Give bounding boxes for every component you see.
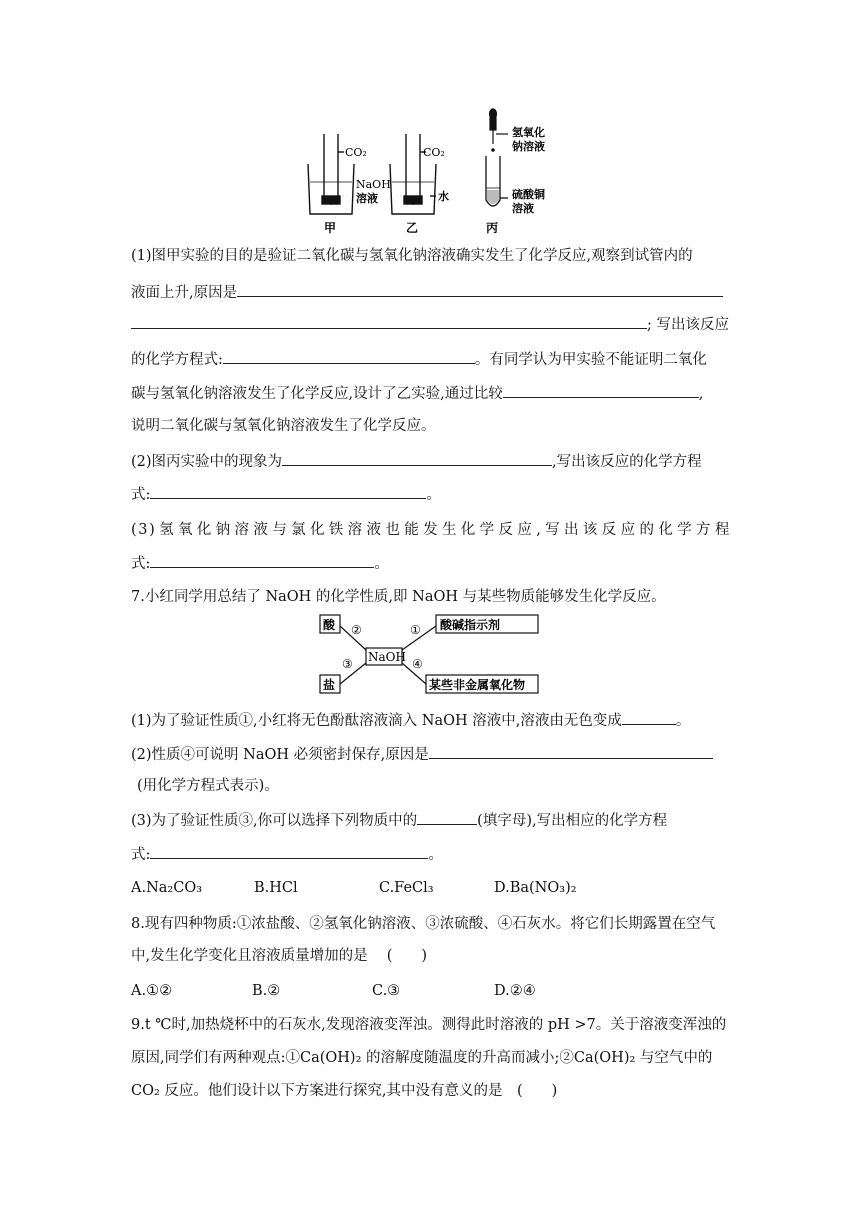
q6-p3-b: 式: bbox=[131, 556, 151, 572]
q6-p2-c: 式: bbox=[131, 487, 151, 503]
label-tube-1: 硫酸铜 bbox=[512, 188, 545, 201]
q7-p2-b: (用化学方程式表示)。 bbox=[137, 778, 279, 794]
q6-p3-line2 bbox=[131, 553, 731, 574]
label-dropper-1: 氢氧化 bbox=[512, 126, 545, 139]
diagram-salt: 盐 bbox=[323, 678, 336, 692]
q8-option-d[interactable]: D.②④ bbox=[494, 983, 536, 999]
q6-p1-line1: (1)图甲实验的目的是验证二氧化碳与氢氧化钠溶液确实发生了化学反应,观察到试管内的 bbox=[131, 248, 693, 264]
diagram-n3: ③ bbox=[342, 657, 353, 671]
diagram-n1: ① bbox=[410, 623, 421, 637]
q6-p1-line6: 说明二氧化碳与氢氧化钠溶液发生了化学反应。 bbox=[131, 418, 436, 434]
label-naoh-1: NaOH bbox=[356, 178, 391, 191]
q9-line2: 原因,同学们有两种观点:①Ca(OH)₂ 的溶解度随温度的升高而减小;②Ca(OH)₂ 与空气中的 bbox=[131, 1050, 713, 1066]
answer-blank-q7-2[interactable] bbox=[429, 744, 713, 759]
q6-p2-d: 。 bbox=[426, 487, 441, 503]
q7-option-c[interactable]: C.FeCl₃ bbox=[379, 880, 434, 896]
diagram-oxide: 某些非金属氧化物 bbox=[429, 678, 526, 692]
q6-p1-line5-a: 碳与氢氧化钠溶液发生了化学反应,设计了乙实验,通过比较 bbox=[131, 386, 503, 402]
caption-jia: 甲 bbox=[324, 221, 337, 235]
q6-p1-line3 bbox=[131, 314, 731, 335]
answer-blank-q6-1[interactable] bbox=[237, 282, 723, 297]
q7-p3-c: 式: bbox=[131, 847, 151, 863]
q7-p3-d: 。 bbox=[428, 847, 443, 863]
q7-option-b[interactable]: B.HCl bbox=[254, 880, 298, 896]
q7-option-d[interactable]: D.Ba(NO₃)₂ bbox=[494, 880, 577, 896]
q8-option-c[interactable]: C.③ bbox=[372, 983, 401, 999]
answer-blank-q6-4[interactable] bbox=[282, 451, 552, 466]
q6-p2-a: (2)图丙实验中的现象为 bbox=[131, 454, 283, 470]
diagram-n2: ② bbox=[351, 623, 362, 637]
q6-p3-line1: (3)氢氧化钠溶液与氯化铁溶液也能发生化学反应,写出该反应的化学方程 bbox=[131, 522, 731, 538]
label-co2-a: CO₂ bbox=[345, 146, 367, 159]
q7-p1 bbox=[131, 710, 731, 731]
caption-bing: 丙 bbox=[486, 221, 499, 235]
dropper-bing bbox=[490, 109, 509, 151]
q6-p1-line3-tail: ; 写出该反应 bbox=[647, 317, 729, 333]
q8-line2: 中,发生化学变化且溶液质量增加的是 ( ) bbox=[131, 948, 428, 964]
q7-p3-b: (填字母),写出相应的化学方程 bbox=[477, 813, 668, 829]
label-naoh-2: 溶液 bbox=[356, 192, 378, 205]
q8-option-b[interactable]: B.② bbox=[252, 983, 281, 999]
q6-p2-b: ,写出该反应的化学方程 bbox=[552, 454, 702, 470]
q6-p3-c: 。 bbox=[374, 556, 389, 572]
q7-p3-line1 bbox=[131, 810, 731, 831]
diagram-acid: 酸 bbox=[323, 618, 336, 632]
caption-yi: 乙 bbox=[406, 221, 419, 235]
q6-p2-line1 bbox=[131, 451, 731, 472]
q6-p1-line2-text: 液面上升,原因是 bbox=[131, 285, 238, 301]
q7-p1-b: 。 bbox=[675, 713, 691, 729]
q7-p1-a: (1)为了验证性质①,小红将无色酚酞溶液滴入 NaOH 溶液中,溶液由无色变成 bbox=[131, 713, 622, 729]
q6-p1-line5 bbox=[131, 383, 731, 404]
diagram-n4: ④ bbox=[412, 657, 423, 671]
label-co2-b: CO₂ bbox=[423, 146, 445, 159]
diagram-center: NaOH bbox=[368, 650, 406, 664]
q7-p2 bbox=[131, 744, 731, 765]
q7-p3-a: (3)为了验证性质③,你可以选择下列物质中的 bbox=[131, 813, 418, 829]
test-tube-bing bbox=[486, 156, 508, 206]
q8-line1: 8.现有四种物质:①浓盐酸、②氢氧化钠溶液、③浓硫酸、④石灰水。将它们长期露置在空气 bbox=[131, 916, 716, 932]
q6-p2-line2 bbox=[131, 484, 731, 505]
label-water: 水 bbox=[438, 190, 449, 203]
q8-option-a[interactable]: A.①② bbox=[131, 983, 173, 999]
q6-p1-line5-b: , bbox=[698, 386, 704, 402]
q7-p3-line2 bbox=[131, 844, 731, 865]
q7-stem: 7.小红同学用总结了 NaOH 的化学性质,即 NaOH 与某些物质能够发生化学反应。 bbox=[131, 589, 666, 605]
experiment-figure bbox=[300, 104, 570, 240]
answer-blank-q7-4[interactable] bbox=[150, 844, 428, 859]
q6-p1-line4 bbox=[131, 349, 731, 370]
answer-blank-q6-1b[interactable] bbox=[131, 314, 647, 329]
answer-blank-q6-2[interactable] bbox=[223, 349, 475, 364]
answer-blank-q6-5[interactable] bbox=[150, 484, 426, 499]
q7-p2-a: (2)性质④可说明 NaOH 必须密封保存,原因是 bbox=[131, 747, 429, 763]
answer-blank-q7-1[interactable] bbox=[622, 710, 676, 725]
q6-p1-line4-a: 的化学方程式: bbox=[131, 352, 223, 368]
diagram-indicator: 酸碱指示剂 bbox=[440, 618, 501, 632]
q9-line1: 9.t ℃时,加热烧杯中的石灰水,发现溶液变浑浊。测得此时溶液的 pH >7。关于溶液变浑浊的 bbox=[131, 1017, 727, 1033]
q6-p1-line2 bbox=[131, 282, 731, 303]
label-tube-2: 溶液 bbox=[512, 202, 534, 215]
answer-blank-q7-3[interactable] bbox=[417, 810, 477, 825]
answer-blank-q6-6[interactable] bbox=[150, 553, 374, 568]
label-dropper-2: 钠溶液 bbox=[512, 140, 545, 153]
q7-option-a[interactable]: A.Na₂CO₃ bbox=[131, 880, 203, 896]
naoh-property-diagram bbox=[318, 612, 546, 698]
answer-blank-q6-3[interactable] bbox=[503, 383, 699, 398]
q6-p1-line4-b: 。有同学认为甲实验不能证明二氧化 bbox=[474, 352, 707, 368]
q9-line3: CO₂ 反应。他们设计以下方案进行探究,其中没有意义的是 ( ) bbox=[131, 1083, 558, 1099]
